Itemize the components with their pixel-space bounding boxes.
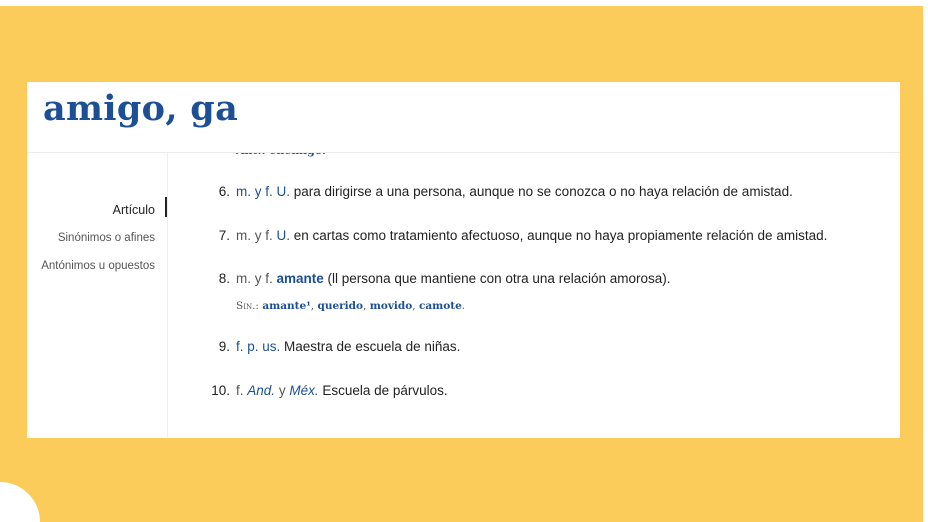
region-abbr-mexico[interactable]: Méx. xyxy=(289,383,319,398)
synonym-link-camote[interactable]: camote xyxy=(418,300,462,312)
usage-abbr[interactable]: U. xyxy=(272,228,291,243)
definition-text: en cartas como tratamiento afectuoso, aunque no haya propiamente relación de amistad. xyxy=(290,228,828,243)
definition-8 xyxy=(202,271,671,286)
sidebar-item-antonimos[interactable]: Antónimos u opuestos xyxy=(41,260,155,272)
synonym-link-movido[interactable]: movido xyxy=(369,300,413,312)
definition-number: 10. xyxy=(211,383,230,398)
definition-text: para dirigirse a una persona, aunque no se conozca o no haya relación de amistad. xyxy=(290,184,793,199)
synonyms-label: Sin.: xyxy=(236,300,259,312)
definition-number: 7. xyxy=(218,228,230,243)
grammar-abbr: f. xyxy=(236,383,244,398)
grammar-abbr: m. y f. xyxy=(236,228,273,243)
headword: amigo, ga xyxy=(43,88,239,129)
synonym-link-querido[interactable]: querido xyxy=(317,300,364,312)
grammar-abbr[interactable]: m. y f. U. xyxy=(236,184,290,199)
amante-link[interactable]: amante xyxy=(276,271,324,286)
sidebar-item-articulo[interactable]: Artículo xyxy=(112,203,155,217)
sidebar-item-sinonimos[interactable]: Sinónimos o afines xyxy=(57,232,155,244)
right-strip xyxy=(923,0,928,522)
definition-number: 8. xyxy=(218,271,230,286)
definition-text: Escuela de párvulos. xyxy=(318,383,448,398)
synonyms-line: Sin.: amante¹, querido, movido, camote. xyxy=(236,300,466,312)
definition-number: 6. xyxy=(218,184,230,199)
definition-7 xyxy=(202,228,827,243)
region-abbr-andalucia[interactable]: And. xyxy=(247,383,276,398)
dictionary-card xyxy=(27,82,900,438)
grammar-abbr[interactable]: f. p. us. xyxy=(236,339,281,354)
active-section-marker xyxy=(165,197,167,217)
definition-6 xyxy=(202,184,793,199)
conjunction: y xyxy=(275,383,290,398)
definition-text: Maestra de escuela de niñas. xyxy=(280,339,461,354)
synonym-link-amante[interactable]: amante¹ xyxy=(262,300,311,312)
grammar-abbr: m. y f. xyxy=(236,271,273,286)
entry-header xyxy=(27,82,900,153)
definition-9 xyxy=(202,339,460,354)
top-strip xyxy=(0,0,928,6)
article-sidebar xyxy=(27,153,168,438)
definition-10 xyxy=(202,383,448,398)
definition-number: 9. xyxy=(218,339,230,354)
definition-text: (ll persona que mantiene con otra una relación amorosa). xyxy=(323,271,671,286)
